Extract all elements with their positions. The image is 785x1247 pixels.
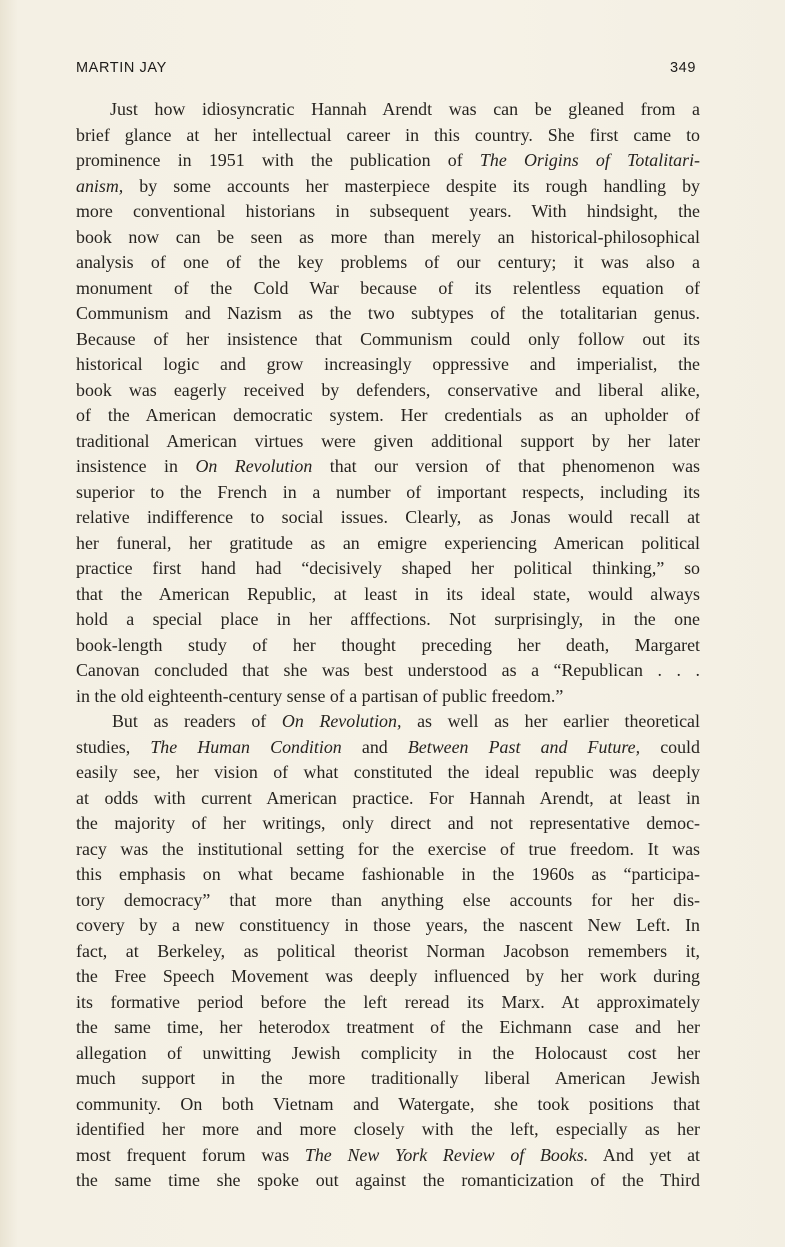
text-line: racy was the institutional setting for the exercise of true freedom. It was (76, 838, 700, 859)
text-line: at odds with current American practice. For Hannah Arendt, at least in (76, 787, 700, 808)
text-line: its formative period before the left reread its Marx. At approximately (76, 991, 700, 1012)
text-line: analysis of one of the key problems of our century; it was also a (76, 252, 700, 272)
text-line: monument of the Cold War because of its relentless equation of (76, 277, 700, 298)
text-line: more conventional historians in subsequent years. With hindsight, the (76, 201, 700, 221)
text-line (76, 1143, 700, 1169)
running-head (76, 60, 696, 82)
text-line (76, 735, 700, 761)
text-line: superior to the French in a number of important respects, including its (76, 481, 700, 502)
text-line: historical logic and grow increasingly oppressive and imperialist, the (76, 354, 700, 374)
text-line: the same time, her heterodox treatment of the Eichmann case and her (76, 1017, 700, 1037)
text-line: this emphasis on what became fashionable in the 1960s as “participa- (76, 864, 700, 884)
text-line: the Free Speech Movement was deeply influenced by her work during (76, 966, 700, 986)
text-line: that the American Republic, at least in its ideal state, would always (76, 583, 700, 604)
italic-title: Between Past and Future, (407, 736, 641, 757)
text-line: allegation of unwitting Jewish complicity in the Holocaust cost her (76, 1042, 700, 1063)
text-line: book-length study of her thought preceding her death, Margaret (76, 634, 700, 655)
text-run: that our version of that phenomenon was (312, 456, 700, 476)
text-run: insistence in (76, 456, 196, 476)
text-line: covery by a new constituency in those years, the nascent New Left. In (76, 915, 700, 935)
text-run: and (341, 736, 408, 757)
text-line: in the old eighteenth-century sense of a partisan of public freedom.” (76, 685, 564, 706)
text-line: Just how idiosyncratic Hannah Arendt was can be gleaned from a (110, 99, 700, 119)
text-line: book was eagerly received by defenders, conservative and liberal alike, (76, 379, 700, 400)
italic-title: On Revolution, (281, 711, 402, 731)
text-line: traditional American virtues were given additional support by her later (76, 430, 700, 451)
text-line: of the American democratic system. Her credentials as an upholder of (76, 405, 700, 425)
text-line: Canovan concluded that she was best understood as a “Republican . . . (76, 660, 700, 680)
text-line: easily see, her vision of what constituted the ideal republic was deeply (76, 762, 700, 782)
text-line (76, 454, 700, 480)
text-line: relative indifference to social issues. Clearly, as Jonas would recall at (76, 507, 700, 527)
body-text (76, 97, 700, 1194)
text-line: Because of her insistence that Communism could only follow out its (76, 328, 700, 349)
text-line: fact, at Berkeley, as political theorist Norman Jacobson remembers it, (76, 940, 700, 961)
italic-title: The Human Condition (150, 736, 342, 757)
text-line (76, 709, 700, 735)
text-line: Communism and Nazism as the two subtypes of the totalitarian genus. (76, 303, 700, 323)
text-run: prominence in 1951 with the publication of (76, 150, 480, 170)
text-line: practice first hand had “decisively shaped her political thinking,” so (76, 558, 700, 578)
italic-title: anism, (76, 175, 124, 196)
text-run: by some accounts her masterpiece despite its rough handling by (123, 175, 700, 196)
text-run: as well as her earlier theoretical (401, 711, 700, 731)
text-line: the majority of her writings, only direct and not representative democ- (76, 813, 700, 833)
text-line: book now can be seen as more than merely an historical-philosophical (76, 226, 700, 247)
text-line: the same time she spoke out against the romanticization of the Third (76, 1170, 700, 1190)
italic-title: The Origins of Totalitari- (479, 150, 700, 170)
text-run: most frequent forum was (76, 1144, 305, 1165)
text-line: much support in the more traditionally liberal American Jewish (76, 1068, 700, 1088)
text-line: brief glance at her intellectual career in this country. She first came to (76, 124, 700, 145)
running-head-author: MARTIN JAY (76, 60, 167, 76)
text-line: tory democracy” that more than anything else accounts for her dis- (76, 889, 700, 910)
page-number: 349 (670, 60, 696, 76)
text-line: hold a special place in her afffections. Not surprisingly, in the one (76, 609, 700, 629)
text-line: her funeral, her gratitude as an emigre experiencing American political (76, 532, 700, 553)
text-line (76, 148, 700, 174)
text-run: But as readers of (112, 711, 282, 731)
text-run: And yet at (588, 1144, 700, 1165)
text-line: identified her more and more closely with the left, especially as her (76, 1119, 700, 1139)
text-line (76, 174, 700, 200)
italic-title: On Revolution (195, 456, 313, 476)
text-line: community. On both Vietnam and Watergate, she took positions that (76, 1093, 700, 1114)
text-run: could (640, 736, 700, 757)
text-run: studies, (76, 736, 151, 757)
italic-title: The New York Review of Books. (304, 1144, 589, 1165)
